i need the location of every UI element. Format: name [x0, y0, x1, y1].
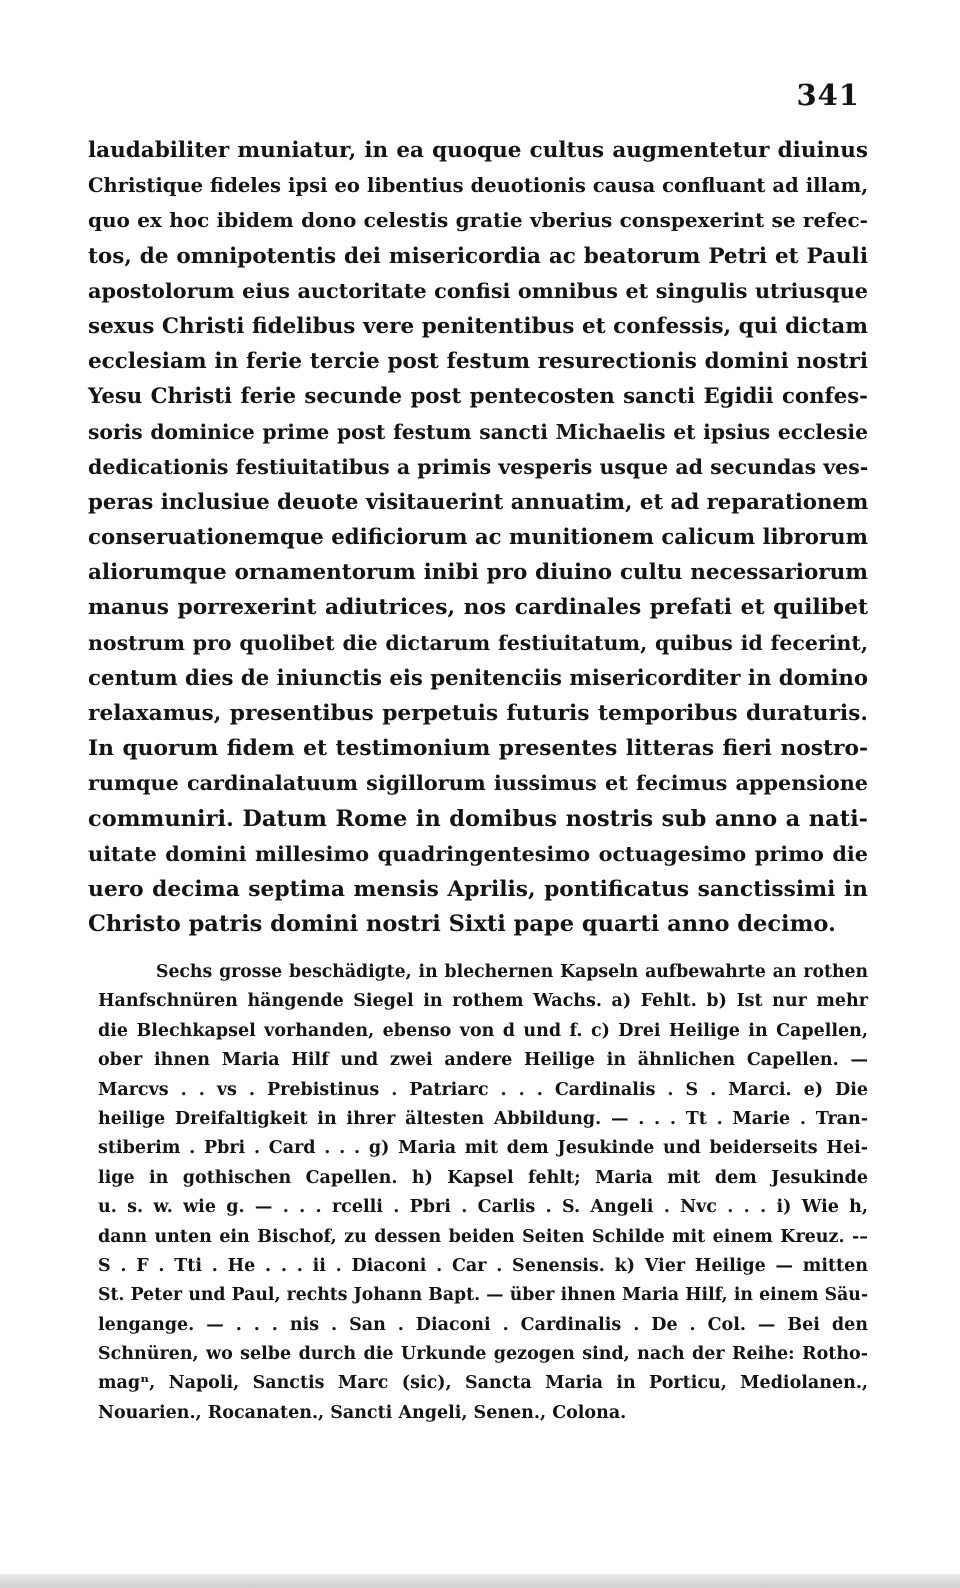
main-text-block — [88, 133, 868, 942]
main-text-line: aliorumque ornamentorum inibi pro diuino cultu necessariorum — [88, 560, 868, 586]
main-text-line: soris dominice prime post festum sancti Michaelis et ipsius ecclesie — [88, 419, 868, 444]
main-text-line: manus porrexerint adiutrices, nos cardinales prefati et quilibet — [88, 595, 868, 621]
main-text-line: Christo patris domini nostri Sixti pape quarti anno decimo. — [88, 911, 836, 938]
note-line: Marcvs . . vs . Prebistinus . Patriarc . . . Cardinalis . S . Marci. e) Die — [98, 1079, 868, 1100]
main-text-line: communiri. Datum Rome in domibus nostris sub anno a nati- — [88, 805, 868, 832]
note-line: Hanfschnüren hängende Siegel in rothem Wachs. a) Fehlt. b) Ist nur mehr — [98, 991, 868, 1012]
note-line: St. Peter und Paul, rechts Johann Bapt. — über ihnen Maria Hilf, in einem Säu- — [98, 1285, 868, 1306]
main-text-line: ecclesiam in ferie tercie post festum resurectionis domini nostri — [88, 349, 868, 375]
note-line: Sechs grosse beschädigte, in blechernen Kapseln aufbewahrte an rothen — [156, 962, 868, 982]
main-text-line: Christique fideles ipsi eo libentius deuotionis causa confluant ad illam, — [88, 174, 868, 198]
main-text-line: rumque cardinalatuum sigillorum iussimus et fecimus appensione — [88, 771, 868, 796]
main-text-line: sexus Christi fidelibus vere penitentibus et confessis, qui dictam — [88, 313, 868, 339]
main-text-line: centum dies de iniunctis eis penitenciis misericorditer in domino — [88, 665, 869, 691]
note-line: die Blechkapsel vorhanden, ebenso von d und f. c) Drei Heilige in Capellen, — [98, 1020, 868, 1041]
note-line: S . F . Tti . He . . . ii . Diaconi . Car . Senensis. k) Vier Heilige — mitten — [98, 1255, 868, 1276]
note-line: dann unten ein Bischof, zu dessen beiden Seiten Schilde mit einem Kreuz. -– — [98, 1226, 868, 1247]
main-text-line: peras inclusiue deuote visitauerint annuatim, et ad reparationem — [88, 489, 869, 515]
main-text-line: dedicationis festiuitatibus a primis vesperis usque ad secundas ves- — [88, 454, 869, 479]
note-line: magⁿ, Napoli, Sanctis Marc (sic), Sancta Maria in Porticu, Mediolanen., — [98, 1373, 868, 1394]
main-text-line: In quorum fidem et testimonium presentes litteras fieri nostro- — [88, 736, 868, 762]
main-text-line: relaxamus, presentibus perpetuis futuris temporibus duraturis. — [88, 701, 868, 726]
main-text-line: uitate domini millesimo quadringentesimo octuagesimo primo die — [88, 841, 868, 866]
note-line: Schnüren, wo selbe durch die Urkunde gezogen sind, nach der Reihe: Rotho- — [98, 1344, 868, 1365]
main-text-line: laudabiliter muniatur, in ea quoque cultus augmentetur diuinus — [88, 138, 868, 163]
main-text-line: apostolorum eius auctoritate confisi omnibus et singulis utriusque — [88, 278, 868, 303]
main-text-line: uero decima septima mensis Aprilis, pontificatus sanctissimi in — [88, 876, 868, 902]
note-line: stiberim . Pbri . Card . . . g) Maria mit dem Jesukinde und beiderseits Hei- — [98, 1138, 868, 1159]
main-text-line: Yesu Christi ferie secunde post pentecosten sancti Egidii confes- — [88, 384, 868, 410]
page-number: 341 — [796, 78, 860, 112]
page-bottom-edge — [0, 1574, 960, 1588]
note-line: lengange. — . . . nis . San . Diaconi . Cardinalis . De . Col. — Bei den — [98, 1314, 868, 1335]
main-text-line: nostrum pro quolibet die dictarum festiuitatum, quibus id fecerint, — [88, 630, 868, 655]
note-line: heilige Dreifaltigkeit in ihrer ältesten Abbildung. — . . . Tt . Marie . Tran- — [98, 1108, 868, 1129]
main-text-line: tos, de omnipotentis dei misericordia ac beatorum Petri et Pauli — [88, 243, 868, 269]
notes-block — [98, 958, 868, 1428]
main-text-line: quo ex hoc ibidem dono celestis gratie vberius conspexerint se refec- — [88, 208, 868, 233]
note-line: Nouarien., Rocanaten., Sancti Angeli, Senen., Colona. — [98, 1402, 627, 1423]
note-line: ober ihnen Maria Hilf und zwei andere Heilige in ähnlichen Capellen. — — [98, 1050, 868, 1071]
note-line: lige in gothischen Capellen. h) Kapsel fehlt; Maria mit dem Jesukinde — [98, 1167, 868, 1188]
note-line: u. s. w. wie g. — . . . rcelli . Pbri . Carlis . S. Angeli . Nvc . . . i) Wie h, — [98, 1197, 868, 1218]
main-text-line: conseruationemque edificiorum ac munitionem calicum librorum — [88, 525, 868, 551]
